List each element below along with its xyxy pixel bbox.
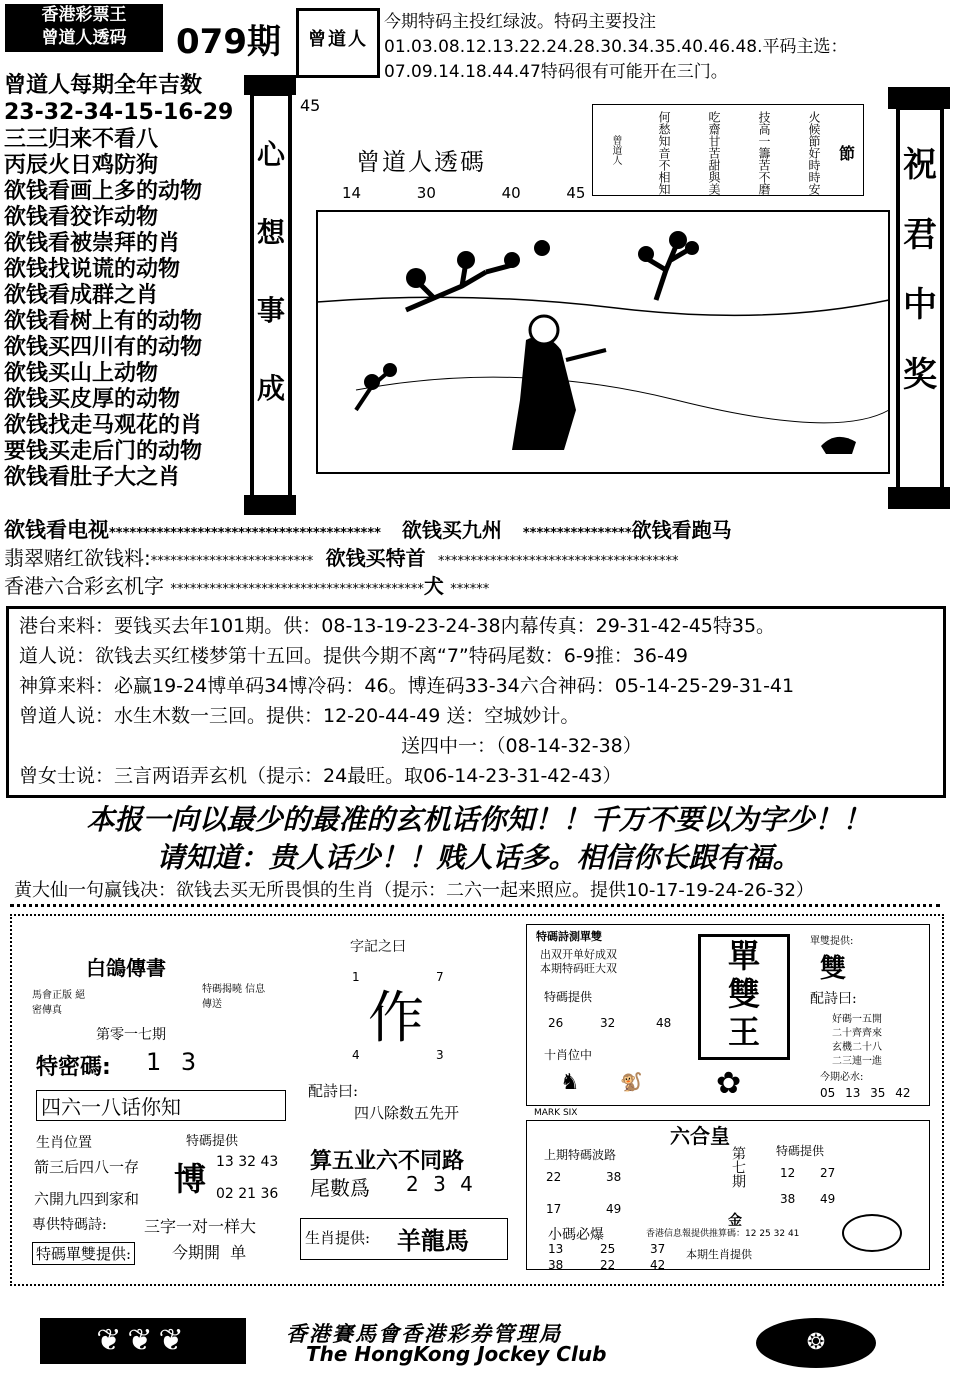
info-box (6, 606, 946, 798)
br-jin: 金 (728, 1213, 742, 1229)
bl-line2: 六開九四到家和 (34, 1190, 140, 1208)
br-xiao-num: 42 (650, 1258, 666, 1272)
info-line: 道人说：欲钱去买红楼梦第十五回。提供今期不离“7”特码尾数：6-9推：36-49 (19, 645, 689, 667)
br-code-label: 特碼提供 (776, 1144, 825, 1158)
bm-tail-label: 尾數爲 (310, 1176, 370, 1200)
bottom-left (26, 930, 292, 1263)
picture-number: 45 (566, 184, 586, 202)
poem-title: 節 (838, 144, 855, 163)
br-special-label: 特碼提供 (544, 990, 593, 1004)
br-poem-line: 好碼一五開 (832, 1014, 882, 1025)
star-line-stars: **************** (522, 526, 632, 541)
scroll-char: 想 (256, 216, 285, 249)
list-item: 欲钱买四川有的动物 (4, 335, 203, 360)
br-must-label: 今期必水: (820, 1072, 864, 1083)
corner-number: 45 (300, 96, 321, 115)
list-item: 欲钱买山上动物 (4, 361, 159, 386)
left-title: 曾道人每期全年吉数 (4, 73, 203, 98)
br-poem1: 出双开单好成双 (540, 948, 617, 961)
bm-poem-value: 四八除数五先开 (354, 1104, 460, 1122)
logo-line2: 曾道人透码 (41, 28, 127, 48)
left-scroll (250, 92, 292, 505)
king-char: 單 (727, 937, 760, 975)
br-wave-num: 38 (606, 1170, 622, 1184)
info-line: 曾道人说：水生木数一三回。提供：12-20-44-49 送：空城妙计。 (19, 705, 580, 727)
list-item: 欲钱找说谎的动物 (4, 257, 181, 282)
footer-org-en: The HongKong Jockey Club (306, 1342, 607, 1366)
list-item: 欲钱看肚子大之肖 (4, 465, 181, 490)
poem-author: 曾道人 (610, 135, 621, 165)
poem-line: 何愁知音不相知 (657, 111, 671, 195)
picture-caption: 曾道人透碼 (356, 148, 486, 176)
star-line-left: 香港六合彩玄机字 (4, 574, 164, 598)
star-line-middle: 欲钱买九州 (401, 518, 502, 542)
br-double-char: 雙 (820, 954, 847, 984)
flower-icon: ✿ (716, 1066, 742, 1101)
bl-side-left: 馬會正版 絕密傳真 (32, 990, 86, 1016)
star-line-middle: 欲钱买特首 (325, 546, 426, 570)
king-char: 王 (727, 1013, 760, 1051)
br-extra-label: 十肖位中 (544, 1048, 593, 1062)
br-poem2: 本期特码旺大双 (540, 962, 617, 975)
landscape-illustration (316, 210, 890, 474)
br-code-num: 27 (820, 1166, 836, 1180)
br-xiao-num: 25 (600, 1242, 616, 1256)
bl-side-right: 特碼揭曉 信息傳送 (202, 984, 266, 1010)
list-item: 欲钱找走马观花的肖 (4, 413, 203, 438)
logo-box-text: 曾道人 (308, 29, 368, 50)
bl-period: 第零一七期 (96, 1027, 166, 1043)
star-line-stars: ************************************* (437, 554, 679, 569)
poem-line: 吃齋甘苦甜與美 (707, 111, 721, 195)
bm-zodiac-box (300, 1218, 508, 1260)
bottom-right (520, 924, 934, 1278)
scroll-char: 事 (256, 294, 285, 327)
bm-line1: 算五业六不同路 (310, 1149, 465, 1174)
star-line-right: 欲钱看跑马 (631, 518, 732, 542)
br-wave-num: 22 (546, 1170, 562, 1184)
br-code-num: 12 (780, 1166, 796, 1180)
bl-phrase: 四六一八话你知 (36, 1090, 286, 1121)
scroll-char: 奖 (903, 355, 937, 395)
bl-poem-label: 專供特碼詩: (32, 1217, 107, 1233)
footer-logo-left: ❦❦❦ (40, 1318, 246, 1364)
list-item: 欲钱买皮厚的动物 (4, 387, 181, 412)
br-poem-line: 二十齊齊來 (832, 1028, 882, 1039)
br-wave-num: 17 (546, 1202, 562, 1216)
br-num: 32 (600, 1016, 616, 1030)
info-line: 曾女士说：三言两语弄玄机（提示：24最旺。取06-14-23-31-42-43） (19, 765, 622, 787)
scroll-char: 中 (903, 285, 937, 325)
star-line-stars: **************************************** (109, 526, 381, 541)
scroll-char: 成 (256, 372, 285, 405)
br-num: 48 (656, 1016, 672, 1030)
br-poem-line: 二三連一進 (832, 1056, 882, 1067)
right-scroll-bottom-bar (888, 487, 950, 509)
br-king-box (698, 934, 790, 1060)
scroll-char: 君 (903, 215, 937, 255)
star-line-stars: *************************************** (170, 582, 424, 597)
bm-zodiac-value: 羊龍馬 (397, 1226, 469, 1255)
bl-bo: 博 (174, 1160, 207, 1198)
footer-logo-right: ❂ (756, 1318, 876, 1368)
bm-n4: 3 (436, 1048, 444, 1062)
poem-line: 技高一籌苦不磨 (757, 111, 771, 195)
list-item: 三三归来不看八 (4, 127, 159, 152)
bm-poem-label: 配詩曰: (308, 1082, 359, 1100)
bm-tail-value: 2 3 4 (406, 1172, 477, 1196)
br-xiao-num: 22 (600, 1258, 616, 1272)
bl-nums-row1: 13 32 43 (216, 1154, 279, 1170)
left-scroll-bottom-bar (244, 495, 296, 515)
huang-line: 黄大仙一句赢钱决：欲钱去买无所畏惧的生肖（提示：二六一起来照应。提供10-17-19-24-26-32） (14, 880, 814, 901)
bl-secret-value: 1 3 (146, 1048, 203, 1076)
bm-n2: 7 (436, 970, 444, 984)
star-line-stars: ****** (450, 582, 490, 597)
bl-poem-value: 三字一对一样大 (144, 1217, 257, 1236)
br-last-wave-label: 上期特碼波路 (544, 1148, 617, 1162)
br-info-line: 香港信息報提供推算碼：12 25 32 41 (646, 1229, 800, 1239)
br-must-nums: 05 13 35 42 (820, 1086, 911, 1100)
star-line-3 (4, 572, 489, 604)
list-item: 欲钱看画上多的动物 (4, 179, 203, 204)
info-line: 神算来料：必赢19-24博单码34博冷码：46。博连码33-34六合神码：05-14-25-29-31-41 (19, 675, 795, 697)
br-poem-line: 玄機二十八 (832, 1042, 882, 1053)
picture-number: 30 (416, 184, 436, 202)
br-xiao-num: 38 (548, 1258, 564, 1272)
left-list (4, 127, 202, 491)
poem-line: 火候節好時時安 (807, 111, 821, 195)
horse-icon: ♞ (560, 1070, 580, 1095)
logo-line1: 香港彩票王 (41, 5, 127, 25)
poem-box (592, 104, 864, 196)
list-item: 要钱买走后门的动物 (4, 439, 203, 464)
bm-big-char: 作 (368, 986, 424, 1051)
center-picture (292, 92, 894, 492)
header-logo (5, 4, 163, 52)
bm-zodiac-label: 生肖提供: (305, 1229, 371, 1247)
list-item: 欲钱看树上有的动物 (4, 309, 203, 334)
info-line: 港台来料：要钱买去年101期。供：08-13-19-23-24-38内幕传真：29-31-42-45特35。 (19, 615, 776, 637)
br-liuhe-title: 六合皇 (670, 1124, 730, 1148)
right-scroll (896, 106, 944, 498)
list-item: 欲钱看狡诈动物 (4, 205, 159, 230)
bm-n3: 4 (352, 1048, 360, 1062)
br-provide-label: 單雙提供: (810, 936, 854, 947)
picture-number: 14 (342, 184, 362, 202)
king-char: 雙 (727, 975, 760, 1013)
bm-n1: 1 (352, 970, 360, 984)
br-xiao-num: 37 (650, 1242, 666, 1256)
bl-danshuang-value: 今期開 单 (172, 1243, 247, 1262)
br-zodiac-line: 本期生肖提供 (686, 1248, 752, 1261)
br-emblem (842, 1214, 902, 1252)
star-line-left: 翡翠赌红欲钱料: (4, 546, 151, 570)
bl-danshuang-label: 特碼單雙提供: (32, 1242, 135, 1265)
br-num: 26 (548, 1016, 564, 1030)
bottom-mid (294, 930, 514, 1260)
br-poem-label: 配詩曰: (810, 991, 857, 1007)
br-code-num: 38 (780, 1192, 796, 1206)
slogan-1: 本报一向以最少的最准的玄机话你知！！千万不要以为字少！！ (86, 803, 871, 836)
br-code-num: 49 (820, 1192, 836, 1206)
scroll-char: 祝 (903, 145, 937, 185)
bl-zodiac-title: 生肖位置 (36, 1135, 92, 1151)
picture-numbers (342, 184, 606, 202)
scroll-char: 心 (256, 138, 285, 171)
br-title: 特碼詩測單雙 (536, 930, 602, 943)
br-period: 第七期 (730, 1146, 746, 1188)
bottom-section (10, 914, 944, 1286)
bl-secret-label: 特密碼: (36, 1055, 111, 1080)
br-xiao-num: 13 (548, 1242, 564, 1256)
left-lucky-numbers: 23-32-34-15-16-29 (4, 100, 234, 125)
monkey-icon: 🐒 (620, 1072, 643, 1093)
bl-nums-row2: 02 21 36 (216, 1186, 279, 1202)
footer-org-cn: 香港賽馬會香港彩券管理局 (286, 1321, 562, 1346)
star-line-middle: 犬 (423, 574, 444, 598)
star-line-stars: ************************* (150, 554, 314, 569)
bl-line1: 箭三后四八一存 (34, 1158, 140, 1176)
picture-number: 40 (501, 184, 521, 202)
header-logo-box (296, 8, 380, 78)
bl-special-label: 特碼提供 (186, 1134, 239, 1149)
br-wave-num: 49 (606, 1202, 622, 1216)
issue-number: 079期 (176, 22, 281, 62)
slogan-2: 请知道：贵人话少！！贱人话多。相信你长跟有福。 (156, 841, 801, 874)
bl-title: 白鴿傳書 (86, 956, 166, 980)
list-item: 丙辰火日鸡防狗 (4, 153, 159, 178)
mark-strip: MARK SIX (534, 1108, 578, 1118)
bm-title: 字記之曰 (350, 939, 406, 955)
star-line-left: 欲钱看电视 (4, 518, 109, 542)
info-line: 送四中一：（08-14-32-38） (401, 735, 642, 757)
list-item: 欲钱看被崇拜的肖 (4, 231, 181, 256)
br-xiao-label: 小碼必爆 (548, 1227, 604, 1243)
header-main-text: 今期特码主投红绿波。特码主要投注01.03.08.12.13.22.24.28.30.34.35.40.46.48.平码主选：07.09.14.18.44.47特码很有可能开在三门。 (384, 12, 848, 82)
list-item: 欲钱看成群之肖 (4, 283, 159, 308)
divider (10, 904, 940, 907)
